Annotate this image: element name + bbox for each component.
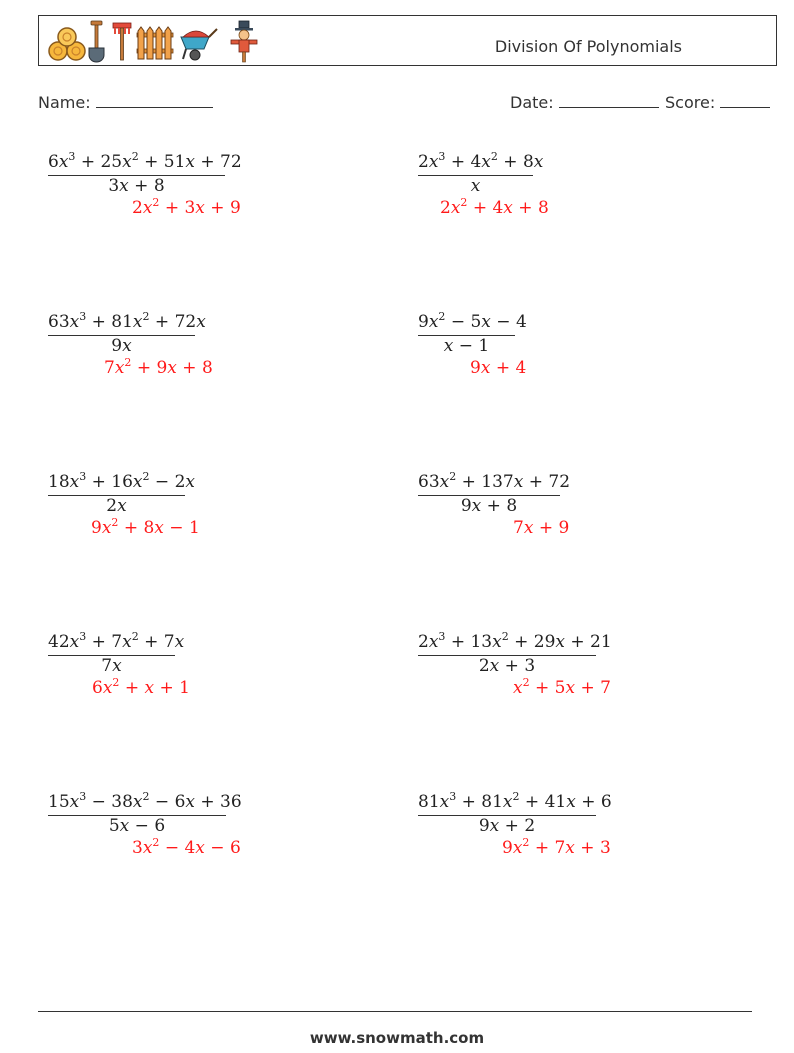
exponent: 2 [111, 516, 119, 529]
name-label: Name: [38, 93, 91, 112]
term-text: + 1 [154, 678, 190, 698]
term-text: 9 [418, 312, 429, 332]
term-text: 42 [48, 632, 70, 652]
variable: x [142, 838, 153, 858]
problem-7 [48, 628, 348, 718]
exponent: 2 [112, 676, 120, 689]
term-text: + 9 [204, 198, 241, 218]
footer-divider [38, 1011, 752, 1012]
exponent: 3 [438, 150, 446, 163]
numerator [48, 630, 185, 652]
variable: x [196, 312, 206, 332]
term-text: 3 [108, 176, 120, 196]
variable: x [102, 678, 113, 698]
term-text: 9 [91, 518, 102, 538]
term-text: + 29 [508, 632, 556, 652]
term-text: 15 [48, 792, 70, 812]
term-text: 7 [104, 358, 115, 378]
exponent: 3 [79, 790, 87, 803]
answer [132, 198, 241, 218]
variable: x [132, 792, 143, 812]
variable: x [443, 336, 454, 356]
variable: x [450, 198, 461, 218]
problem-10 [418, 788, 718, 878]
term-text: − 6 [204, 838, 241, 858]
term-text: + 72 [194, 152, 242, 172]
answer [513, 678, 611, 698]
exponent: 2 [501, 630, 509, 643]
term-text: 2 [132, 198, 143, 218]
denominator [418, 816, 596, 836]
denominator [418, 656, 596, 676]
term-text: + 7 [86, 632, 123, 652]
term-text: 7 [513, 518, 524, 538]
term-text: 7 [101, 656, 113, 676]
term-text: + 21 [564, 632, 612, 652]
term-text: 81 [418, 792, 440, 812]
term-text: + 8 [118, 518, 155, 538]
variable: x [566, 792, 576, 812]
problem-8 [418, 628, 718, 718]
shovel-icon [89, 21, 104, 62]
variable: x [167, 358, 177, 378]
term-text: + 25 [75, 152, 123, 172]
exponent: 3 [449, 790, 457, 803]
variable: x [154, 518, 164, 538]
term-text: 63 [418, 472, 440, 492]
fence-icon [137, 27, 173, 59]
exponent: 2 [522, 676, 530, 689]
denominator [418, 336, 515, 356]
score-blank [720, 93, 770, 108]
term-text: 6 [48, 152, 59, 172]
term-text: + 3 [574, 838, 611, 858]
term-text: + 8 [512, 198, 549, 218]
term-text: + 8 [481, 496, 518, 516]
rake-icon [113, 23, 131, 60]
exponent: 2 [142, 310, 150, 323]
variable: x [428, 632, 439, 652]
term-text: − 1 [163, 518, 200, 538]
wheelbarrow-icon [181, 29, 217, 60]
variable: x [101, 518, 112, 538]
variable: x [69, 792, 80, 812]
numerator [418, 150, 544, 172]
term-text: 9 [460, 496, 472, 516]
answer [513, 518, 569, 538]
exponent: 2 [438, 310, 446, 323]
variable: x [502, 792, 513, 812]
variable: x [117, 496, 127, 516]
variable: x [503, 198, 513, 218]
exponent: 3 [79, 470, 87, 483]
term-text: + 3 [499, 656, 536, 676]
variable: x [185, 152, 195, 172]
variable: x [119, 176, 129, 196]
denominator [418, 176, 533, 196]
variable: x [69, 632, 80, 652]
date-field [510, 93, 659, 112]
variable: x [144, 678, 155, 698]
term-text: − 6 [149, 792, 186, 812]
answer [470, 358, 526, 378]
score-field [665, 93, 770, 112]
date-label: Date: [510, 93, 554, 112]
denominator [48, 816, 226, 836]
exponent: 2 [460, 196, 468, 209]
term-text: + 13 [445, 632, 493, 652]
problem-1 [48, 148, 348, 238]
variable: x [185, 472, 195, 492]
variable: x [195, 198, 205, 218]
exponent: 3 [79, 310, 87, 323]
variable: x [470, 176, 481, 196]
term-text: + 7 [138, 632, 175, 652]
term-text: 2 [440, 198, 451, 218]
term-text: + 72 [149, 312, 197, 332]
numerator [418, 790, 612, 812]
term-text: + 9 [533, 518, 570, 538]
term-text: 2 [418, 152, 429, 172]
term-text: + 4 [467, 198, 504, 218]
exponent: 2 [124, 356, 132, 369]
term-text: + [119, 678, 145, 698]
term-text: − 5 [445, 312, 482, 332]
term-text: + 36 [194, 792, 242, 812]
term-text: + 9 [131, 358, 168, 378]
exponent: 3 [438, 630, 446, 643]
term-text: + 41 [519, 792, 567, 812]
term-text: 9 [502, 838, 513, 858]
numerator [418, 470, 571, 492]
score-label: Score: [665, 93, 716, 112]
exponent: 2 [449, 470, 457, 483]
term-text: 9 [470, 358, 481, 378]
variable: x [481, 312, 491, 332]
term-text: 5 [108, 816, 120, 836]
term-text: 9 [111, 336, 123, 356]
variable: x [112, 656, 122, 676]
term-text: 6 [92, 678, 103, 698]
term-text: − 4 [490, 312, 527, 332]
term-text: − 4 [159, 838, 196, 858]
term-text: + 81 [86, 312, 133, 332]
answer [502, 838, 611, 858]
variable: x [69, 472, 80, 492]
exponent: 2 [522, 836, 530, 849]
exponent: 3 [68, 150, 76, 163]
denominator [418, 496, 560, 516]
variable: x [122, 336, 132, 356]
term-text: 3 [132, 838, 143, 858]
variable: x [195, 838, 205, 858]
variable: x [132, 312, 143, 332]
denominator [48, 656, 175, 676]
variable: x [119, 816, 130, 836]
answer [91, 518, 200, 538]
variable: x [114, 358, 125, 378]
variable: x [513, 472, 524, 492]
answer [440, 198, 549, 218]
variable: x [58, 152, 69, 172]
term-text: + 6 [575, 792, 612, 812]
answer [104, 358, 213, 378]
scarecrow-icon [231, 21, 257, 62]
variable: x [555, 632, 565, 652]
exponent: 2 [490, 150, 498, 163]
header-icon-strip [43, 19, 273, 63]
variable: x [428, 152, 439, 172]
term-text: − 6 [129, 816, 166, 836]
term-text: + 51 [138, 152, 186, 172]
problem-2 [418, 148, 718, 238]
answer [132, 838, 241, 858]
name-field [38, 93, 213, 112]
term-text: + 4 [445, 152, 482, 172]
variable: x [481, 152, 491, 172]
term-text: 2 [418, 632, 429, 652]
variable: x [533, 152, 544, 172]
term-text: + 8 [128, 176, 165, 196]
worksheet-header [38, 15, 777, 66]
term-text: − 1 [453, 336, 490, 356]
variable: x [174, 632, 185, 652]
problem-5 [48, 468, 348, 558]
term-text: 9 [478, 816, 490, 836]
name-blank [96, 93, 213, 108]
numerator [48, 470, 195, 492]
variable: x [439, 472, 450, 492]
numerator [48, 790, 242, 812]
variable: x [122, 152, 132, 172]
variable: x [122, 632, 132, 652]
denominator [48, 496, 185, 516]
term-text: + 5 [529, 678, 566, 698]
term-text: − 2 [149, 472, 186, 492]
numerator [48, 310, 206, 332]
numerator [48, 150, 242, 172]
term-text: + 16 [86, 472, 133, 492]
exponent: 2 [142, 790, 150, 803]
variable: x [523, 518, 534, 538]
variable: x [492, 632, 502, 652]
variable: x [565, 838, 575, 858]
denominator [48, 176, 225, 196]
answer [92, 678, 190, 698]
numerator [418, 630, 612, 652]
exponent: 2 [152, 196, 160, 209]
exponent: 2 [142, 470, 150, 483]
exponent: 2 [131, 150, 139, 163]
term-text: + 72 [523, 472, 571, 492]
variable: x [489, 816, 500, 836]
term-text: + 8 [497, 152, 534, 172]
hay-bales-icon [49, 28, 85, 60]
footer-url: www.snowmath.com [309, 1029, 485, 1047]
problem-4 [418, 308, 718, 398]
exponent: 3 [79, 630, 87, 643]
variable: x [428, 312, 439, 332]
term-text: + 7 [575, 678, 611, 698]
variable: x [132, 472, 143, 492]
term-text: + 8 [176, 358, 213, 378]
exponent: 2 [152, 836, 160, 849]
problem-6 [418, 468, 718, 558]
term-text: + 3 [159, 198, 196, 218]
variable: x [489, 656, 500, 676]
denominator [48, 336, 195, 356]
variable: x [69, 312, 80, 332]
term-text: 2 [478, 656, 490, 676]
variable: x [512, 838, 523, 858]
exponent: 2 [512, 790, 520, 803]
variable: x [439, 792, 450, 812]
term-text: + 137 [456, 472, 514, 492]
variable: x [185, 792, 195, 812]
worksheet-title: Division Of Polynomials [494, 37, 682, 56]
variable: x [480, 358, 491, 378]
term-text: 18 [48, 472, 70, 492]
term-text: + 4 [490, 358, 527, 378]
term-text: − 38 [86, 792, 133, 812]
problem-9 [48, 788, 348, 878]
term-text: + 81 [456, 792, 503, 812]
variable: x [513, 678, 523, 698]
numerator [418, 310, 527, 332]
term-text: 63 [48, 312, 70, 332]
variable: x [565, 678, 576, 698]
variable: x [471, 496, 482, 516]
exponent: 2 [131, 630, 139, 643]
variable: x [142, 198, 153, 218]
date-blank [559, 93, 659, 108]
term-text: 2 [106, 496, 118, 516]
term-text: + 2 [499, 816, 536, 836]
problem-3 [48, 308, 348, 398]
term-text: + 7 [529, 838, 566, 858]
